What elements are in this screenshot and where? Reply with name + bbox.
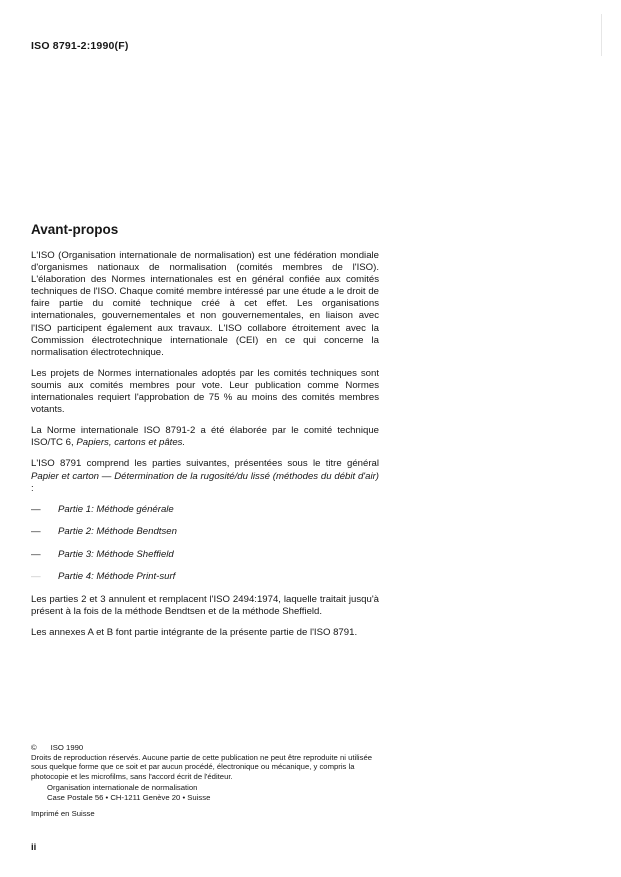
paragraph-committee [31,425,379,449]
document-id-header: ISO 8791-2:1990(F) [31,40,129,52]
part-label: Partie 4: [58,571,94,583]
copyright-block [31,743,381,818]
part-name: Méthode Print-surf [96,571,176,583]
parts-intro-text: L'ISO 8791 comprend les parties suivantes, présentées sous le titre général [31,458,379,470]
list-item [31,571,379,583]
parts-list [31,504,379,584]
list-item [31,549,379,561]
copyright-rights: Droits de reproduction réservés. Aucune partie de cette publication ne peut être reproduite ni utilisée sous quelque forme que ce soit et par aucun procédé, électronique ou mécanique, y compris la photocopie et les microfilms, sans l'accord écrit de l'éditeur. [31,752,373,781]
paragraph-parts-intro [31,458,379,494]
part-label: Partie 3: [58,548,94,560]
list-dash: — [31,503,41,515]
paragraph-replacement: Les parties 2 et 3 annulent et remplacent l'ISO 2494:1974, laquelle traitait jusqu'à présent à la fois de la méthode Bendtsen et de la méthode Sheffield. [31,594,379,618]
part-label: Partie 1: [58,503,94,515]
part-name: Méthode générale [96,503,174,515]
part-name: Méthode Sheffield [96,548,174,560]
list-item [31,526,379,538]
list-dash: — [31,548,41,560]
section-title: Avant-propos [31,222,119,237]
list-dash: — [31,526,41,538]
part-name: Méthode Bendtsen [96,526,177,538]
copyright-symbol: © [31,743,37,752]
committee-name: Papiers, cartons et pâtes. [76,437,186,449]
parts-intro-colon: : [31,482,34,494]
paragraph-iso-intro: L'ISO (Organisation internationale de normalisation) est une fédération mondiale d'organismes nationaux de normalisation (comités membres de l'ISO). L'élaboration des Normes internationales est en général confiée aux comités techniques de l'ISO. Chaque comité membre intéressé par une étude a le droit de faire partie du comité technique créé à cet effet. Les organisations internationales, gouvernementales et non gouvernementales, en liaison avec l'ISO participent également aux travaux. L'ISO collabore étroitement avec la Commission électrotechnique internationale (CEI) en ce qui concerne la normalisation électrotechnique. [31,250,379,358]
publisher-address: Case Postale 56 • CH-1211 Genève 20 • Suisse [47,792,211,802]
paragraph-drafts: Les projets de Normes internationales adoptés par les comités techniques sont soumis aux comités membres pour vote. Leur publication comme Normes internationales requiert l'approbation de 75 % au moins des comités membres votants. [31,367,379,416]
committee-text: La Norme internationale ISO 8791-2 a été élaborée par le comité technique ISO/TC 6, [31,425,379,449]
publisher-org: Organisation internationale de normalisation [47,783,198,793]
general-title: Papier et carton — Détermination de la rugosité/du lissé (méthodes du débit d'air) [31,470,379,482]
foreword-body [31,250,379,648]
copyright-line [31,743,381,753]
paragraph-annexes: Les annexes A et B font partie intégrante de la présente partie de l'ISO 8791. [31,627,358,639]
copyright-year: ISO 1990 [50,743,84,752]
part-label: Partie 2: [58,526,94,538]
list-item [31,504,379,516]
list-dash: — [31,571,41,583]
printed-in: Imprimé en Suisse [31,808,95,818]
scan-edge-mark [601,14,602,56]
page-number: ii [31,842,37,853]
